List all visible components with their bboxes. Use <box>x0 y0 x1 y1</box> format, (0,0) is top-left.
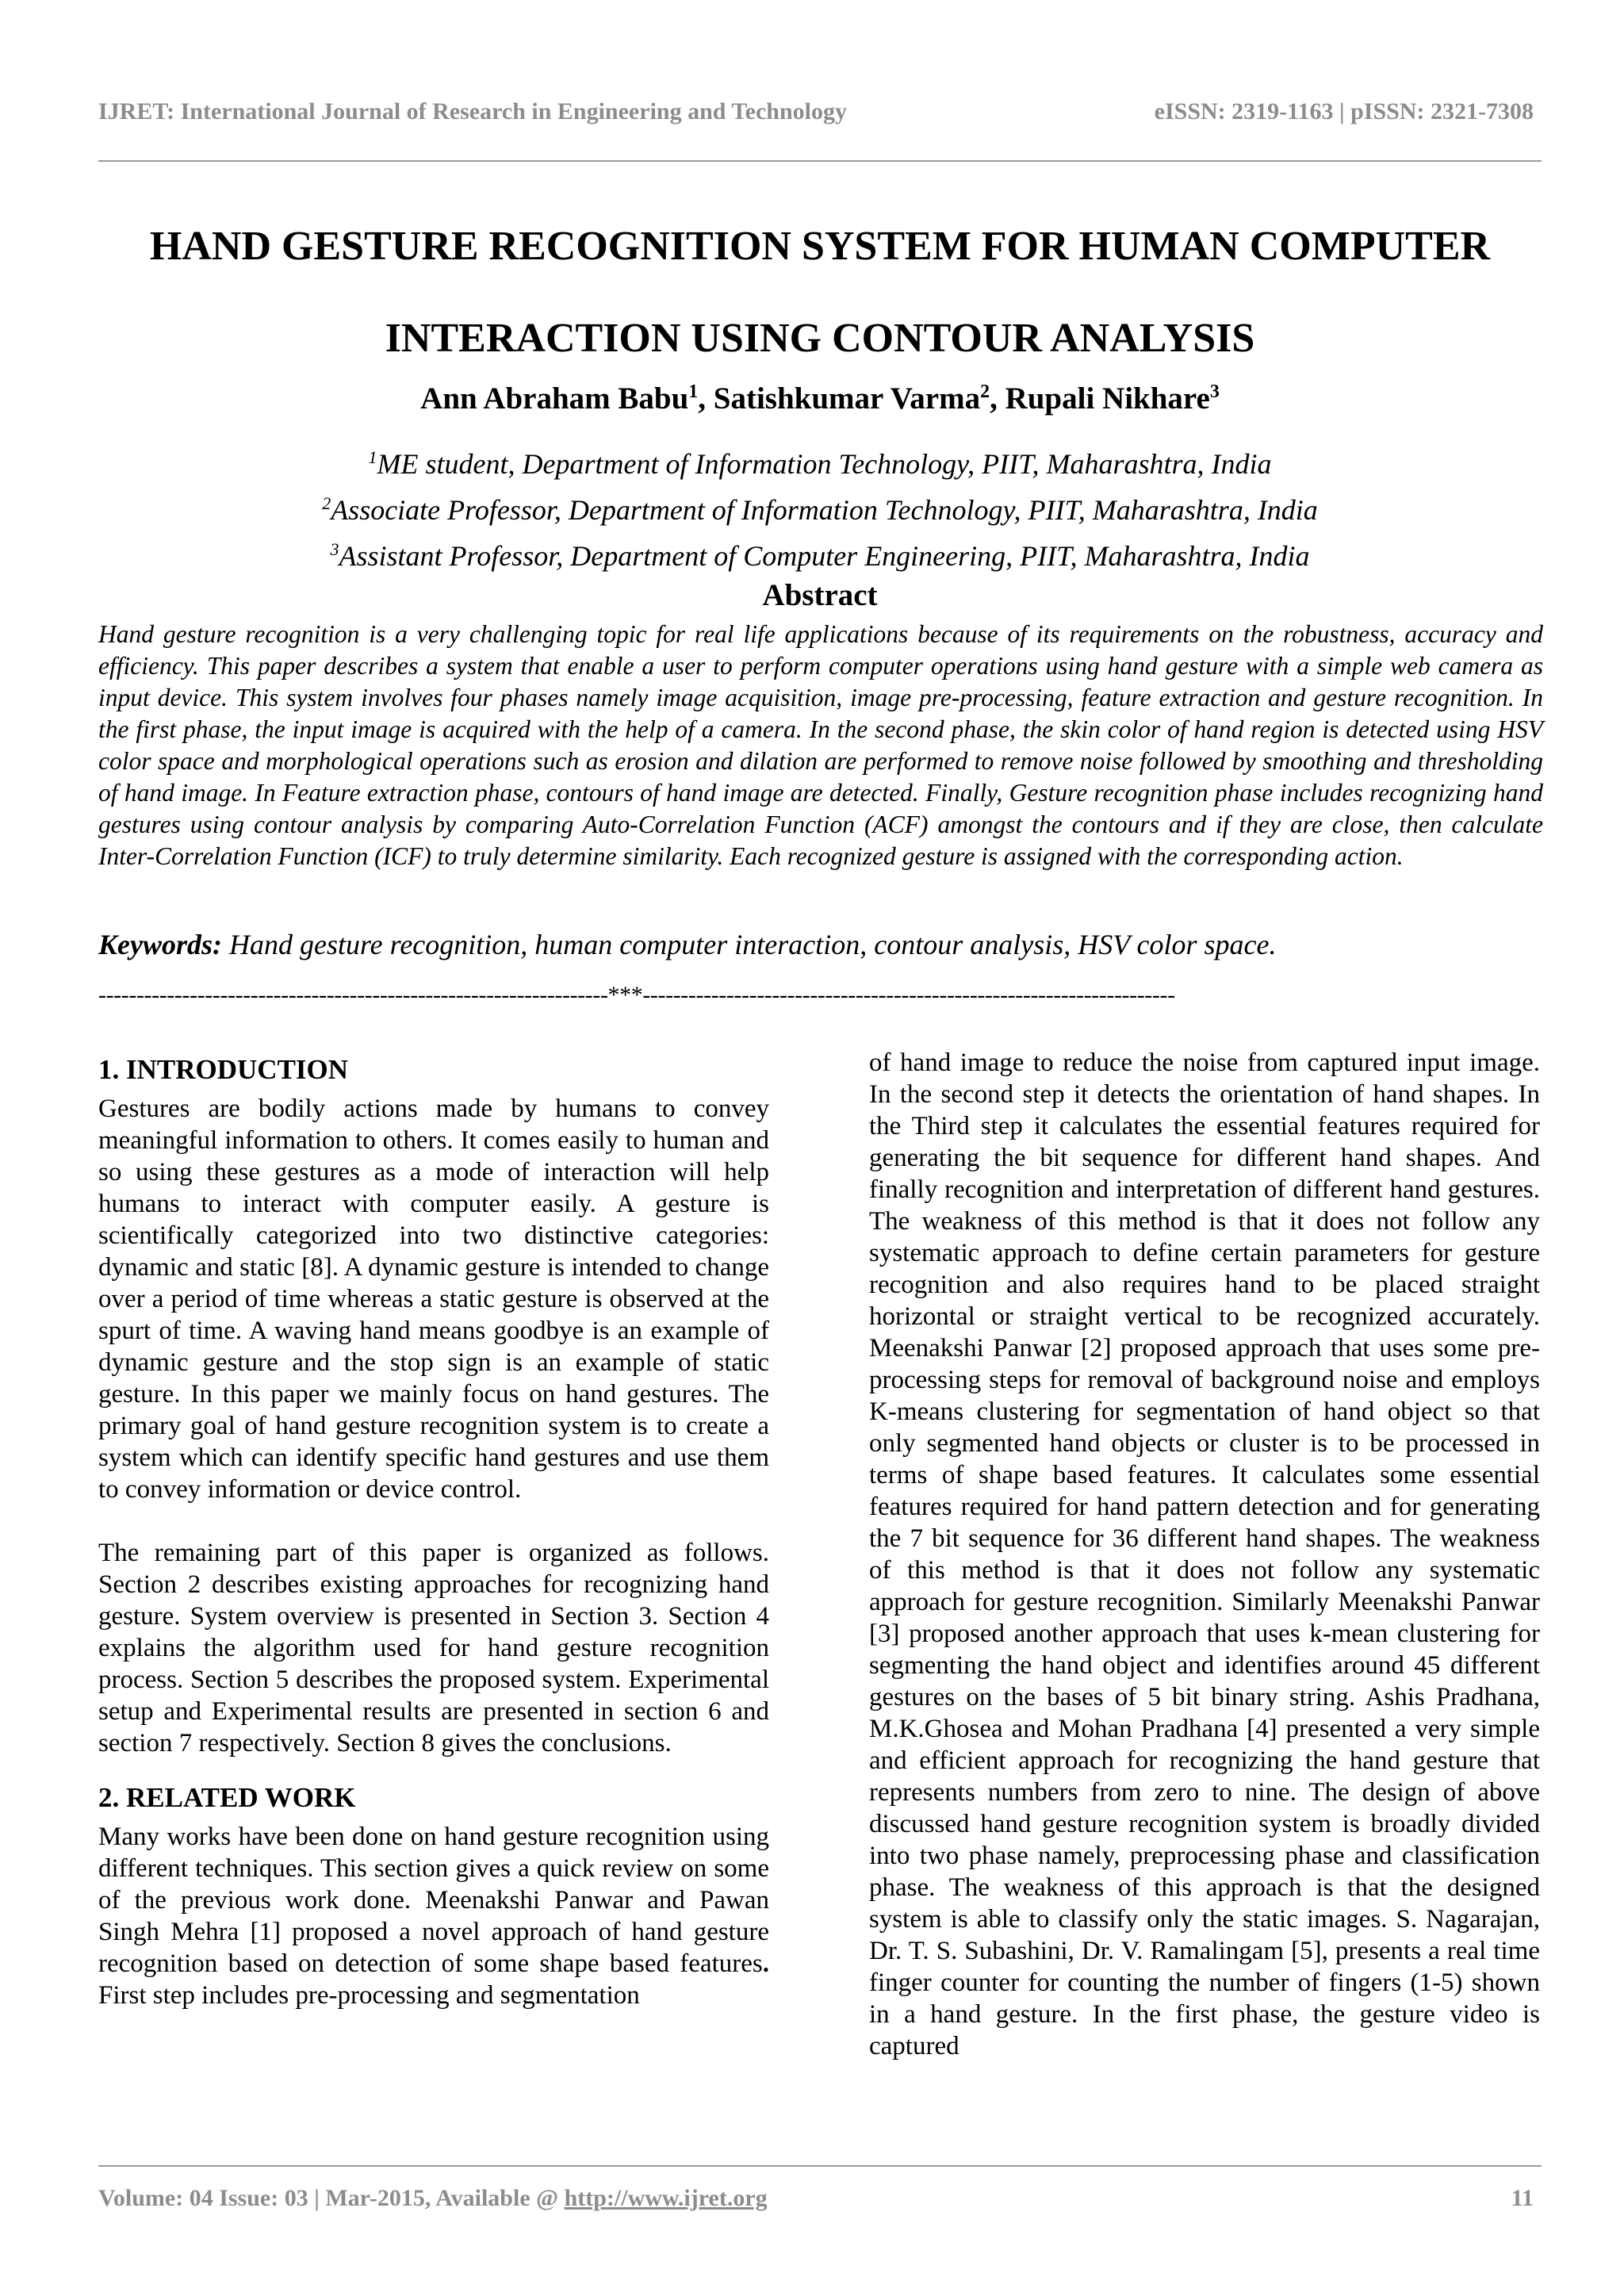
keywords-text: Hand gesture recognition, human computer interaction, contour analysis, HSV color space. <box>222 929 1277 960</box>
author-affil-mark: 1 <box>688 381 699 402</box>
section-heading-introduction: 1. INTRODUCTION <box>98 1054 349 1085</box>
running-footer <box>98 2185 1534 2217</box>
section-heading-related-work: 2. RELATED WORK <box>98 1782 356 1813</box>
affiliation-mark: 3 <box>330 539 339 559</box>
author-list: Ann Abraham Babu$^1$, Satishkumar Varma$^2$, Rupali Nikhare$^3$ <box>420 381 1220 416</box>
affiliation: $^1$ME student, Department of Information Technology, PIIT, Maharashtra, India <box>368 447 1272 480</box>
paragraph: Gestures are bodily actions made by humans to convey meaningful information to others. It comes easily to human and so using these gestures as a mode of interaction will help humans to interact with computer easily. A gesture is scientifically categorized into two distinctive categories: dynamic and static [8]. A dynamic gesture is intended to change over a period of time whereas a static gesture is observed at the spurt of time. A waving hand means goodbye is an example of dynamic gesture and the stop sign is an example of static gesture. In this paper we mainly focus on hand gestures. The primary goal of hand gesture recognition system is to create a system which can identify specific hand gestures and use them to convey information or device control. <box>98 1094 769 1504</box>
affiliation-mark: 2 <box>322 493 331 513</box>
affiliations <box>98 438 1542 576</box>
author-affil-mark: 2 <box>980 381 990 402</box>
paragraph: Many works have been done on hand gesture recognition using different techniques. This section gives a quick review on some of the previous work done. Meenakshi Panwar and Pawan Singh Mehra [1] proposed a novel approach of hand gesture recognition based on detection of some shape based features. First step includes pre-processing and segmentation <box>98 1823 769 2010</box>
header-rule <box>98 160 1542 162</box>
affiliation: $^2$Associate Professor, Department of Information Technology, PIIT, Maharashtra, India <box>322 493 1318 526</box>
author-name: Satishkumar Varma <box>713 381 981 416</box>
keywords-label: Keywords: <box>98 929 222 960</box>
running-header <box>98 98 1534 130</box>
title-line-1: HAND GESTURE RECOGNITION SYSTEM FOR HUMAN COMPUTER <box>149 224 1491 269</box>
right-column <box>869 1047 1540 2062</box>
author-name: Ann Abraham Babu <box>420 381 689 416</box>
title-line-2: INTERACTION USING CONTOUR ANALYSIS <box>385 316 1255 361</box>
affiliation: $^3$Assistant Professor, Department of Computer Engineering, PIIT, Maharashtra, India <box>330 539 1310 572</box>
affiliation-mark: 1 <box>368 447 377 467</box>
author-name: Rupali Nikhare <box>1005 381 1210 416</box>
journal-link[interactable]: http://www.ijret.org <box>564 2185 768 2211</box>
journal-name: IJRET: International Journal of Research in Engineering and Technology <box>98 98 848 125</box>
footer-volume: Volume: 04 Issue: 03 | Mar-2015, Available @ <box>98 2185 565 2211</box>
paper-title <box>98 201 1542 385</box>
author-affil-mark: 3 <box>1209 381 1220 402</box>
left-column <box>98 1047 769 2011</box>
abstract-text: Hand gesture recognition is a very challenging topic for real life applications because of its requirements on the robustness, accuracy and efficiency. This paper describes a system that enable a user to perform computer operations using hand gesture with a simple web camera as input device. This system involves four phases namely image acquisition, image pre-processing, feature extraction and gesture recognition. In the first phase, the input image is acquired with the help of a camera. In the second phase, the skin color of hand region is detected using HSV color space and morphological operations such as erosion and dilation are performed to remove noise followed by smoothing and thresholding of hand image. In Feature extraction phase, contours of hand image are detected. Finally, Gesture recognition phase includes recognizing hand gestures using contour analysis by comparing Auto-Correlation Function (ACF) amongst the contours and if they are close, then calculate Inter-Correlation Function (ICF) to truly determine similarity. Each recognized gesture is assigned with the corresponding action. <box>98 620 1543 870</box>
paragraph: The remaining part of this paper is organized as follows. Section 2 describes existing approaches for recognizing hand gesture. System overview is presented in Section 3. Section 4 explains the algorithm used for hand gesture recognition process. Section 5 describes the proposed system. Experimental setup and Experimental results are presented in section 6 and section 7 respectively. Section 8 gives the conclusions. <box>98 1539 769 1757</box>
section-separator: -------------------------------------------------------------------***---------------------------------------------------------------------- <box>98 982 1175 1008</box>
page-number: 11 <box>1511 2185 1534 2211</box>
paragraph: of hand image to reduce the noise from captured input image. In the second step it detects the orientation of hand shapes. In the Third step it calculates the essential features required for generating the bit sequence for different hand shapes. And finally recognition and interpretation of different hand gestures. The weakness of this method is that it does not follow any systematic approach to define certain parameters for gesture recognition and also requires hand to be placed straight horizontal or straight vertical to be recognized accurately. Meenakshi Panwar [2] proposed approach that uses some pre-processing steps for removal of background noise and employs K-means clustering for segmentation of hand object so that only segmented hand objects or cluster is to be processed in terms of shape based features. It calculates some essential features required for hand pattern detection and for generating the 7 bit sequence for 36 different hand shapes. The weakness of this method is that it does not follow any systematic approach for gesture recognition. Similarly Meenakshi Panwar [3] proposed another approach that uses k-mean clustering for segmenting the hand object and identifies around 45 different gestures on the bases of 5 bit binary string. Ashis Pradhana, M.K.Ghosea and Mohan Pradhana [4] presented a very simple and efficient approach for recognizing the hand gesture that represents numbers from zero to nine. The design of above discussed hand gesture recognition system is broadly divided into two phase namely, preprocessing phase and classification phase. The weakness of this approach is that the designed system is able to classify only the static images. S. Nagarajan, Dr. T. S. Subashini, Dr. V. Ramalingam [5], presents a real time finger counter for counting the number of fingers (1-5) shown in a hand gesture. In the first phase, the gesture video is captured <box>869 1048 1540 2060</box>
issn: eISSN: 2319-1163 | pISSN: 2321-7308 <box>1154 98 1534 125</box>
abstract-heading: Abstract <box>762 578 878 612</box>
footer-rule <box>98 2165 1542 2167</box>
keywords <box>98 928 1542 961</box>
